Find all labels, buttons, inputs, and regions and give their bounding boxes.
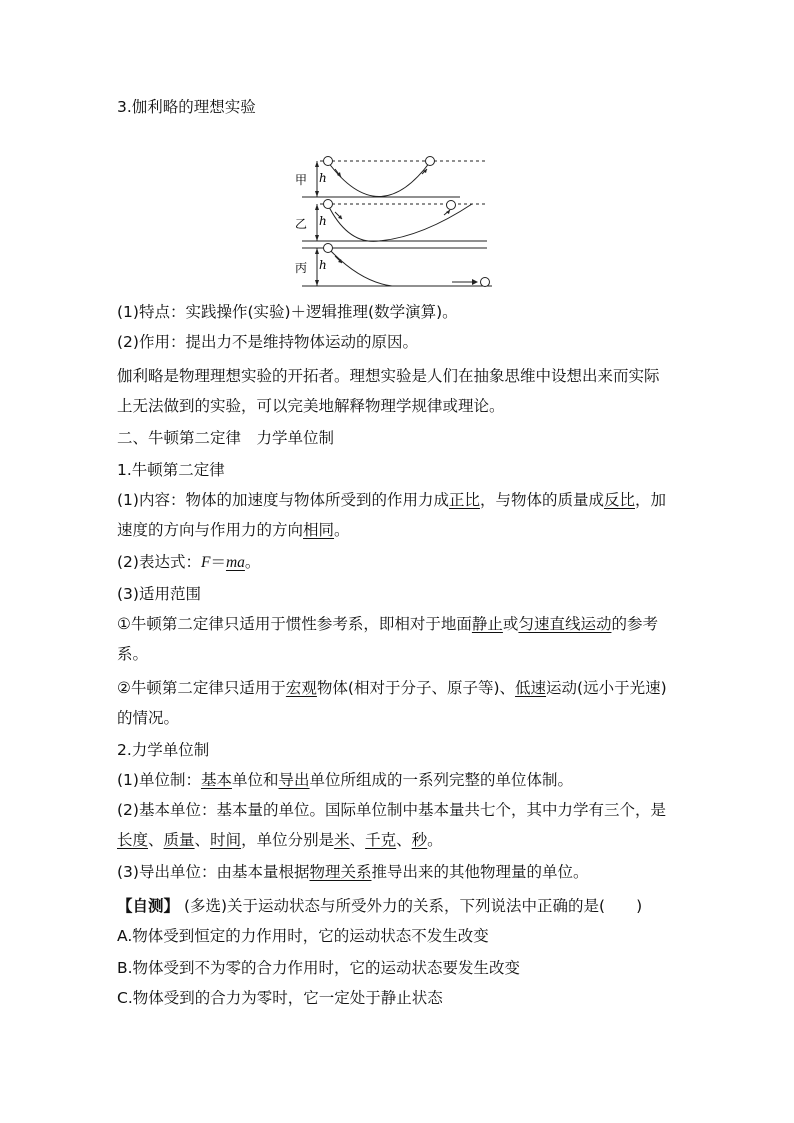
text-span: (3)导出单位：由基本量根据: [117, 863, 310, 881]
text-span: 单位和: [231, 771, 279, 789]
blank-answer: 反比: [604, 491, 636, 509]
text-span: ，单位分别是: [241, 831, 335, 849]
unit3-line: [117, 862, 589, 882]
label-h-2: h: [319, 214, 327, 228]
quiz-tag: 【自测】: [117, 897, 180, 915]
formula-line: [117, 552, 260, 573]
subheading-unit-system: 2.力学单位制: [117, 741, 210, 759]
blank-answer: 秒: [411, 831, 428, 849]
blank-answer: 米: [334, 831, 350, 849]
blank-answer: 时间: [210, 831, 242, 849]
unit1-line: [117, 770, 573, 790]
blank-answer: 千克: [365, 831, 397, 849]
blank-answer: 低速: [515, 679, 547, 697]
unit2-line-2: [117, 830, 443, 850]
label-bing: 丙: [295, 261, 308, 275]
quiz-option-b: B.物体受到不为零的合力作用时，它的运动状态要发生改变: [117, 959, 521, 977]
content-line-1: [117, 490, 666, 510]
text-span: ，与物体的质量成: [479, 491, 604, 509]
text-span: ②牛顿第二定律只适用于: [117, 679, 286, 697]
text-span: 速度的方向与作用力的方向: [117, 521, 304, 539]
text-span: 。: [334, 521, 350, 539]
label-jia: 甲: [295, 173, 308, 187]
section-heading-newton-second-law: 二、牛顿第二定律 力学单位制: [117, 429, 335, 447]
text-span: (1)单位制：: [117, 771, 201, 789]
blank-answer: 相同: [303, 521, 335, 539]
galileo-paragraph-line-2: 上无法做到的实验，可以完美地解释物理学规律或理论。: [117, 397, 505, 415]
text-span: 单位所组成的一系列完整的单位体制。: [309, 771, 574, 789]
blank-answer: 基本: [200, 771, 232, 789]
scope1-line-2: 系。: [117, 645, 149, 663]
blank-answer: 长度: [117, 831, 149, 849]
text-span: 、: [194, 831, 211, 849]
text-span: (1)内容：物体的加速度与物体所受到的作用力成: [117, 491, 449, 509]
formula-F: F: [200, 554, 211, 571]
galileo-ideal-experiment-diagram: [292, 152, 492, 290]
text-span: 、: [396, 831, 412, 849]
text-span: 。: [427, 831, 443, 849]
scope2-line-1: [117, 678, 667, 698]
subheading-newton-second-law: 1.牛顿第二定律: [117, 461, 225, 479]
text-span: 、: [349, 831, 366, 849]
feature-line: (1)特点：实践操作(实验)＋逻辑推理(数学演算)。: [117, 303, 458, 321]
text-span: 、: [148, 831, 164, 849]
label-h-1: h: [319, 171, 327, 185]
quiz-option-a: A.物体受到恒定的力作用时，它的运动状态不发生改变: [117, 927, 489, 945]
text-span: 物体(相对于分子、原子等)、: [316, 679, 516, 697]
blank-answer: 导出: [278, 771, 310, 789]
blank-answer: 静止: [471, 615, 503, 633]
blank-answer: 匀速直线运动: [518, 615, 612, 633]
text-span: 推导出来的其他物理量的单位。: [371, 863, 589, 881]
blank-answer: 物理关系: [309, 863, 372, 881]
scope2-line-2: 的情况。: [117, 709, 180, 727]
text-span: 。: [244, 553, 261, 571]
label-h-3: h: [319, 258, 327, 272]
scope-title: (3)适用范围: [117, 585, 201, 603]
formula-equals: ＝: [210, 553, 226, 571]
text-span: (多选)关于运动状态与所受外力的关系，下列说法中正确的是( ): [179, 897, 643, 915]
blank-answer: ma: [225, 554, 245, 571]
label-yi: 乙: [295, 217, 308, 231]
text-span: 运动(远小于光速): [546, 679, 667, 697]
blank-answer: 质量: [163, 831, 195, 849]
text-span: ，加: [635, 491, 667, 509]
text-span: ①牛顿第二定律只适用于惯性参考系，即相对于地面: [117, 615, 472, 633]
text-span: 或: [502, 615, 519, 633]
blank-answer: 正比: [448, 491, 480, 509]
scope1-line-1: [117, 614, 658, 634]
text-span: (2)表达式：: [117, 553, 201, 571]
content-line-2: [117, 520, 350, 540]
heading-ideal-experiment: 3.伽利略的理想实验: [117, 98, 256, 116]
blank-answer: 宏观: [285, 679, 317, 697]
quiz-stem: [117, 896, 642, 916]
unit2-line-1: (2)基本单位：基本量的单位。国际单位制中基本量共七个，其中力学有三个，是: [117, 801, 666, 819]
quiz-option-c: C.物体受到的合力为零时，它一定处于静止状态: [117, 989, 443, 1007]
text-span: 的参考: [611, 615, 658, 633]
role-line: (2)作用：提出力不是维持物体运动的原因。: [117, 333, 418, 351]
galileo-paragraph-line-1: 伽利略是物理理想实验的开拓者。理想实验是人们在抽象思维中设想出来而实际: [117, 367, 660, 385]
